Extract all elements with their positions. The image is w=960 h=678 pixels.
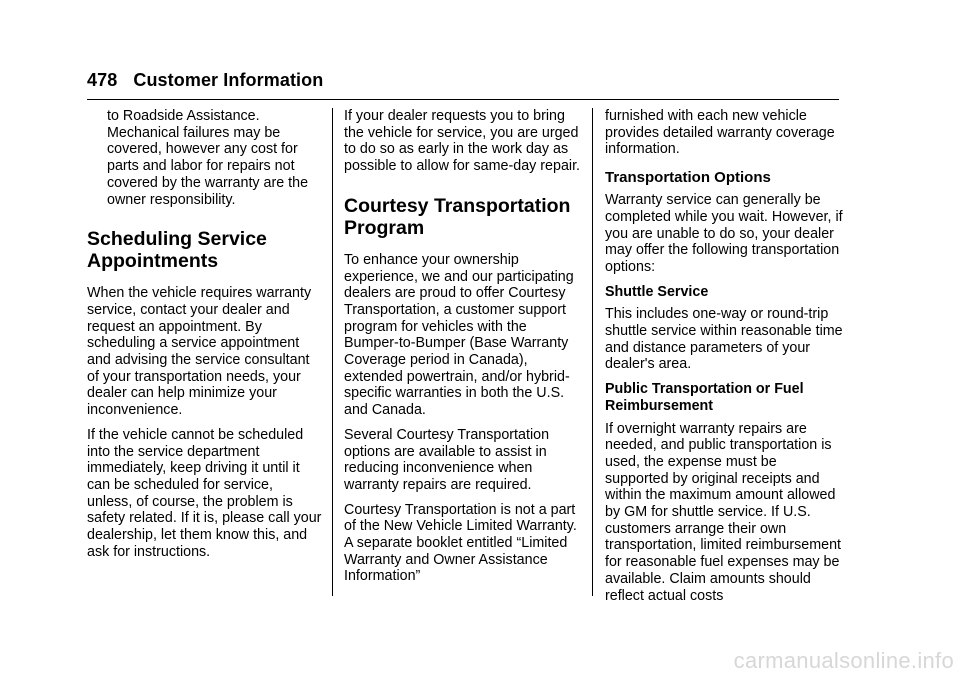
courtesy-paragraph-3: Courtesy Transportation is not a part of the New Vehicle Limited Warranty. A separate booklet entitled “Limited Warranty and Owner Assistance Information” — [344, 501, 577, 585]
shuttle-service-label: Shuttle Service — [605, 283, 709, 300]
scheduling-paragraph-2: If the vehicle cannot be scheduled into the service department immediately, keep driving it until it can be scheduled for service, unless, of course, the problem is safety related. If it is, please call your dealership, let them know this, and ask for instructions. — [87, 426, 322, 560]
roadside-continuation: to Roadside Assistance. Mechanical failures may be covered, however any cost for parts and labor for repairs not covered by the warranty are the owner responsibility. — [107, 108, 309, 208]
transportation-options-heading: Transportation Options — [605, 169, 771, 187]
column-1 — [87, 108, 322, 568]
warranty-info-paragraph: furnished with each new vehicle provides detailed warranty coverage information. — [605, 108, 835, 158]
public-transportation-label: Public Transportation or Fuel Reimbursement — [605, 381, 804, 414]
watermark: carmanualsonline.info — [733, 648, 954, 673]
column-divider-1 — [332, 108, 333, 596]
page-number: 478 — [87, 70, 118, 90]
column-2 — [344, 108, 582, 593]
column-3 — [605, 108, 843, 612]
courtesy-paragraph-2: Several Courtesy Transportation options are available to assist in reducing inconvenience when warranty repairs are required. — [344, 426, 550, 493]
options-paragraph: Warranty service can generally be completed while you wait. However, if you are unable to do so, your dealer may offer the following transportation options: — [605, 192, 843, 275]
header-rule — [87, 99, 839, 100]
column-divider-2 — [592, 108, 593, 596]
courtesy-paragraph-1: To enhance your ownership experience, we and our participating dealers are proud to offer Courtesy Transportation, a customer support program for vehicles with the Bumper-to-Bumper (Base Warranty Coverage period in Canada), extended powertrain, and/or hybrid-specific warranties in both the U.S. and Canada. — [344, 251, 574, 419]
page-header — [87, 70, 323, 91]
scheduling-paragraph-1: When the vehicle requires warranty service, contact your dealer and request an appointment. By scheduling a service appointment and advising the service consultant of your transportation needs, your dealer can help minimize your inconvenience. — [87, 285, 312, 419]
scheduling-heading: Scheduling Service Appointments — [87, 228, 267, 273]
shuttle-service-paragraph: This includes one-way or round-trip shuttle service within reasonable time and distance parameters of your dealer's area. — [605, 306, 843, 373]
section-title: Customer Information — [133, 70, 324, 90]
dealer-request-paragraph: If your dealer requests you to bring the vehicle for service, you are urged to do so as early in the work day as possible to allow for same-day repair. — [344, 108, 581, 175]
public-transportation-paragraph: If overnight warranty repairs are needed, and public transportation is used, the expense must be supported by original receipts and within the maximum amount allowed by GM for shuttle service. If U.S. customers arrange their own transportation, limited reimbursement for reasonable fuel expenses may be available. Claim amounts should reflect actual costs — [605, 420, 841, 604]
courtesy-heading: Courtesy Transportation Program — [344, 194, 571, 239]
